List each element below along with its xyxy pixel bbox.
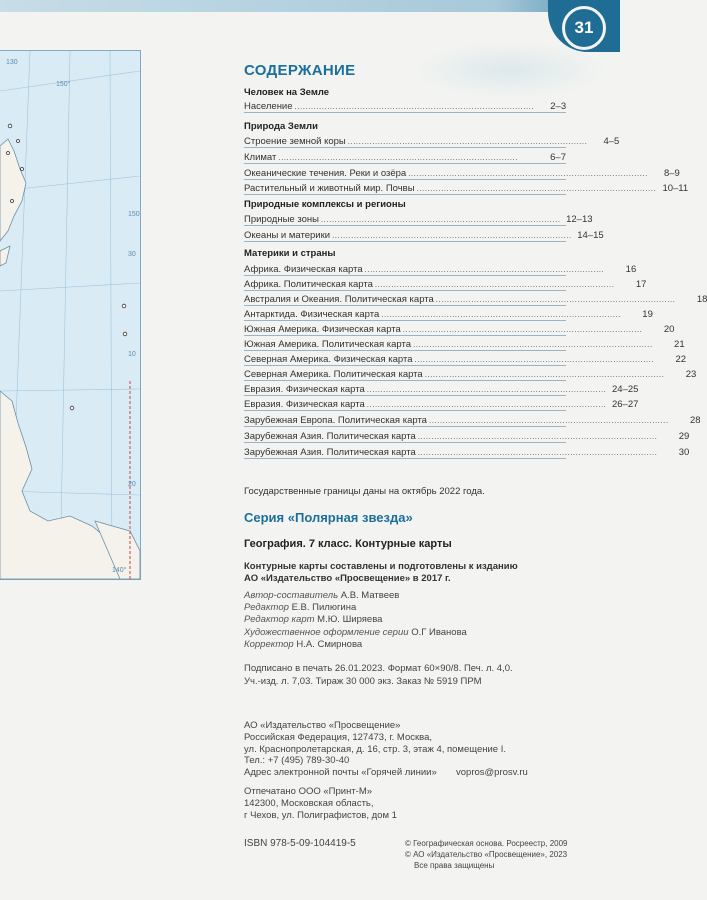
toc-row-page: 29 <box>678 431 690 442</box>
toc-leader: ........................................................................................ <box>408 169 648 178</box>
borders-note: Государственные границы даны на октябрь 2022 года. <box>244 486 485 497</box>
copyright-line: © АО «Издательство «Просвещение», 2023 <box>405 850 568 859</box>
credit-line <box>244 627 467 638</box>
toc-leader: ........................................................................................ <box>294 102 535 111</box>
publisher-line: ул. Краснопролетарская, д. 16, стр. 3, этаж 4, помещение I. <box>244 744 506 755</box>
toc-row <box>244 397 639 411</box>
toc-row-page: 21 <box>674 339 685 350</box>
toc-row-page: 18 <box>696 294 707 305</box>
toc-leader: ........................................................................................ <box>366 385 607 394</box>
page-number: 31 <box>562 6 606 50</box>
toc-row <box>244 150 566 164</box>
toc-section-heading: Материки и страны <box>244 248 336 259</box>
toc-row-title: Африка. Политическая карта <box>244 279 373 290</box>
toc-leader: ........................................................................................ <box>428 416 669 425</box>
toc-leader: ........................................................................................ <box>364 265 605 274</box>
publisher-line: Российская Федерация, 127473, г. Москва, <box>244 732 432 743</box>
toc-leader: ........................................................................................ <box>414 355 655 364</box>
toc-row <box>244 228 604 242</box>
toc-row <box>244 337 685 351</box>
toc-row-page: 10–11 <box>662 183 689 194</box>
map-coord-label: 20 <box>128 481 136 488</box>
toc-row-page: 16 <box>625 264 637 275</box>
toc-row <box>244 99 566 113</box>
map-coord-label: 130 <box>6 59 18 66</box>
toc-leader: ........................................................................................ <box>278 153 518 162</box>
hotline-email: vopros@prosv.ru <box>456 767 528 778</box>
toc-row <box>244 181 689 195</box>
toc-row <box>244 307 653 321</box>
toc-row <box>244 262 637 276</box>
credit-name: Н.А. Смирнова <box>296 639 363 650</box>
book-title: География. 7 класс. Контурные карты <box>244 538 452 550</box>
toc-row-title: Евразия. Физическая карта <box>244 384 365 395</box>
toc-row-title: Африка. Физическая карта <box>244 264 363 275</box>
toc-leader: ........................................................................................ <box>347 137 588 146</box>
toc-row-page: 12–13 <box>566 214 593 225</box>
prepared-line: Контурные карты составлены и подготовлены к изданию <box>244 561 518 572</box>
toc-leader: ........................................................................................ <box>402 325 643 334</box>
credit-name: Е.В. Пилюгина <box>291 602 357 613</box>
publisher-line: АО «Издательство «Просвещение» <box>244 720 401 731</box>
hotline-label: Адрес электронной почты «Горячей линии» <box>244 767 437 778</box>
toc-row-title: Южная Америка. Физическая карта <box>244 324 401 335</box>
toc-leader: ........................................................................................ <box>332 231 572 240</box>
toc-row-page: 26–27 <box>611 399 639 410</box>
toc-row-page: 30 <box>678 447 690 458</box>
toc-row-page: 28 <box>689 415 701 426</box>
copyright-line: Все права защищены <box>414 861 495 870</box>
prepared-line: АО «Издательство «Просвещение» в 2017 г. <box>244 573 451 584</box>
toc-row-title: Население <box>244 101 293 112</box>
credit-name: О.Г Иванова <box>411 627 467 638</box>
toc-row-page: 17 <box>635 279 647 290</box>
toc-row-title: Зарубежная Азия. Политическая карта <box>244 447 416 458</box>
credit-line <box>244 639 362 650</box>
toc-row-title: Растительный и животный мир. Почвы <box>244 183 415 194</box>
toc-row-title: Северная Америка. Физическая карта <box>244 354 413 365</box>
credit-role: Редактор <box>244 602 289 613</box>
toc-section-heading: Природа Земли <box>244 121 318 132</box>
toc-row-title: Зарубежная Азия. Политическая карта <box>244 431 416 442</box>
toc-leader: ........................................................................................ <box>417 432 658 441</box>
toc-row-title: Строение земной коры <box>244 136 346 147</box>
print-info-line: Подписано в печать 26.01.2023. Формат 60×90/8. Печ. л. 4,0. <box>244 663 513 674</box>
toc-leader: ........................................................................................ <box>320 215 561 224</box>
toc-row <box>244 322 675 336</box>
toc-row-title: Океанические течения. Реки и озёра <box>244 168 407 179</box>
toc-row <box>244 445 690 459</box>
toc-leader: ........................................................................................ <box>381 310 621 319</box>
isbn: ISBN 978-5-09-104419-5 <box>244 838 356 849</box>
toc-leader: ........................................................................................ <box>417 448 658 457</box>
toc-leader: ........................................................................................ <box>366 400 607 409</box>
toc-row-title: Евразия. Физическая карта <box>244 399 365 410</box>
toc-row-title: Южная Америка. Политическая карта <box>244 339 412 350</box>
toc-row-page: 22 <box>675 354 687 365</box>
toc-row-title: Зарубежная Европа. Политическая карта <box>244 415 427 426</box>
print-info-line: Уч.-изд. л. 7,03. Тираж 30 000 экз. Заказ № 5919 ПРМ <box>244 676 482 687</box>
publisher-line: Тел.: +7 (495) 789-30-40 <box>244 755 350 766</box>
toc-row-page: 8–9 <box>663 168 680 179</box>
toc-row-page: 6–7 <box>550 152 566 163</box>
series-title: Серия «Полярная звезда» <box>244 510 413 525</box>
map-fragment <box>0 50 141 580</box>
credit-line <box>244 602 356 613</box>
toc-row-title: Климат <box>244 152 277 163</box>
toc-leader: ........................................................................................ <box>413 340 653 349</box>
map-coord-label: 150 <box>128 211 140 218</box>
credit-role: Автор-составитель <box>244 590 339 601</box>
toc-row-title: Океаны и материки <box>244 230 331 241</box>
printer-line: г Чехов, ул. Полиграфистов, дом 1 <box>244 810 397 821</box>
toc-row-title: Антарктида. Физическая карта <box>244 309 380 320</box>
toc-row-page: 14–15 <box>577 230 604 241</box>
toc-row <box>244 382 639 396</box>
map-coord-label: 140° <box>112 567 127 574</box>
credit-role: Редактор карт <box>244 614 315 625</box>
toc-row-page: 23 <box>685 369 697 380</box>
toc-section-heading: Человек на Земле <box>244 87 330 98</box>
toc-row-page: 20 <box>663 324 675 335</box>
credit-name: М.Ю. Ширяева <box>317 614 383 625</box>
toc-row <box>244 352 687 366</box>
map-coord-label: 150° <box>56 81 71 88</box>
toc-row <box>244 134 620 148</box>
credit-name: А.В. Матвеев <box>340 590 400 601</box>
toc-row-page: 4–5 <box>603 136 620 147</box>
printer-line: Отпечатано ООО «Принт-М» <box>244 786 373 797</box>
toc-row <box>244 413 701 427</box>
toc-section-heading: Природные комплексы и регионы <box>244 199 406 210</box>
toc-row <box>244 292 707 306</box>
toc-row <box>244 277 647 291</box>
toc-row <box>244 367 697 381</box>
watermark <box>410 40 610 100</box>
map-coord-label: 30 <box>128 251 136 258</box>
top-ribbon <box>0 0 620 12</box>
toc-row-title: Северная Америка. Политическая карта <box>244 369 423 380</box>
toc-row-title: Природные зоны <box>244 214 319 225</box>
toc-title: СОДЕРЖАНИЕ <box>244 62 356 79</box>
map-drawing <box>0 51 140 579</box>
toc-row <box>244 429 690 443</box>
credit-line <box>244 590 399 601</box>
toc-row <box>244 212 593 226</box>
map-coord-label: 10 <box>128 351 136 358</box>
copyright-line: © Географическая основа. Росреестр, 2009 <box>405 839 568 848</box>
toc-row <box>244 166 680 180</box>
printer-line: 142300, Московская область, <box>244 798 374 809</box>
toc-row-page: 2–3 <box>550 101 567 112</box>
toc-leader: ........................................................................................ <box>435 295 676 304</box>
toc-row-page: 24–25 <box>611 384 639 395</box>
credit-role: Корректор <box>244 639 294 650</box>
toc-row-title: Австралия и Океания. Политическая карта <box>244 294 434 305</box>
credit-line <box>244 614 382 625</box>
credit-role: Художественное оформление серии <box>244 627 409 638</box>
toc-leader: ........................................................................................ <box>424 370 665 379</box>
toc-leader: ........................................................................................ <box>374 280 615 289</box>
toc-row-page: 19 <box>642 309 653 320</box>
toc-leader: ........................................................................................ <box>416 184 657 193</box>
